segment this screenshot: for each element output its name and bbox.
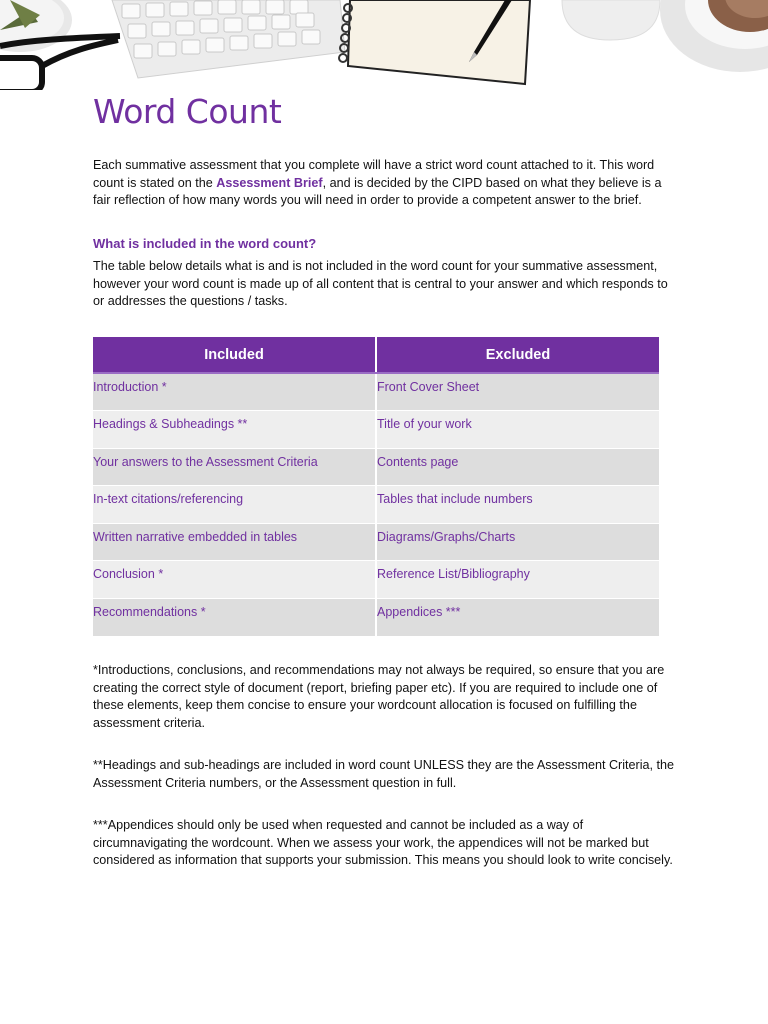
note-introductions: *Introductions, conclusions, and recommendations may not always be required, so ensure that you are creating the correct style of document (report, briefing paper etc). If you are required to include one of these elements, keep them concise to ensure your wordcount allocation is focused on fulfilling the assessment criteria. [93,663,665,730]
included-cell: Written narrative embedded in tables [93,523,376,561]
glasses-icon [0,36,120,90]
notebook-icon [339,0,530,84]
mouse-icon [562,0,660,40]
excluded-cell: Reference List/Bibliography [376,561,659,599]
table-row [93,448,659,486]
table-row [93,373,659,411]
table-row [93,599,659,637]
header-desk-image [0,0,768,90]
coffee-cup-icon [660,0,768,72]
included-cell: Your answers to the Assessment Criteria [93,448,376,486]
assessment-brief-link[interactable]: Assessment Brief [216,175,323,190]
table-header-row [93,337,659,373]
header-included: Included [93,337,376,373]
note-headings: **Headings and sub-headings are included in word count UNLESS they are the Assessment Criteria, the Assessment Criteria numbers, or the Assessment question in full. [93,758,675,790]
section-body: The table below details what is and is not included in the word count for your summative assessment, however your word count is made up of all content that is central to your answer and which responds to or addresses the questions / tasks. [93,259,668,308]
included-cell: Recommendations * [93,599,376,637]
included-cell: In-text citations/referencing [93,486,376,524]
header-excluded: Excluded [376,337,659,373]
excluded-cell: Title of your work [376,411,659,449]
excluded-cell: Diagrams/Graphs/Charts [376,523,659,561]
intro-text-start: Each summative assessment that you complete will have a strict word count attached to it. This word count is stated on the [93,158,655,190]
table-row [93,486,659,524]
intro-text-end: , and is decided by the CIPD based on what they believe is a fair reflection of how many words you will need in order to provide a competent answer to the brief. [93,175,662,207]
excluded-cell: Contents page [376,448,659,486]
word-count-table [93,337,659,637]
excluded-cell: Front Cover Sheet [376,373,659,411]
note-appendices: ***Appendices should only be used when requested and cannot be included as a way of circumnavigating the wordcount. When we assess your work, the appendices will not be marked but considered as information that supports your submission. This means you should look to write concisely. [93,818,673,867]
table-row [93,411,659,449]
section-heading: What is included in the word count? [93,236,317,251]
included-cell: Introduction * [93,373,376,411]
table-row [93,561,659,599]
included-cell: Headings & Subheadings ** [93,411,376,449]
included-cell: Conclusion * [93,561,376,599]
page-title: Word Count [93,92,282,131]
keyboard-icon [112,0,345,78]
intro-paragraph [93,157,678,210]
table-row [93,523,659,561]
excluded-cell: Appendices *** [376,599,659,637]
excluded-cell: Tables that include numbers [376,486,659,524]
